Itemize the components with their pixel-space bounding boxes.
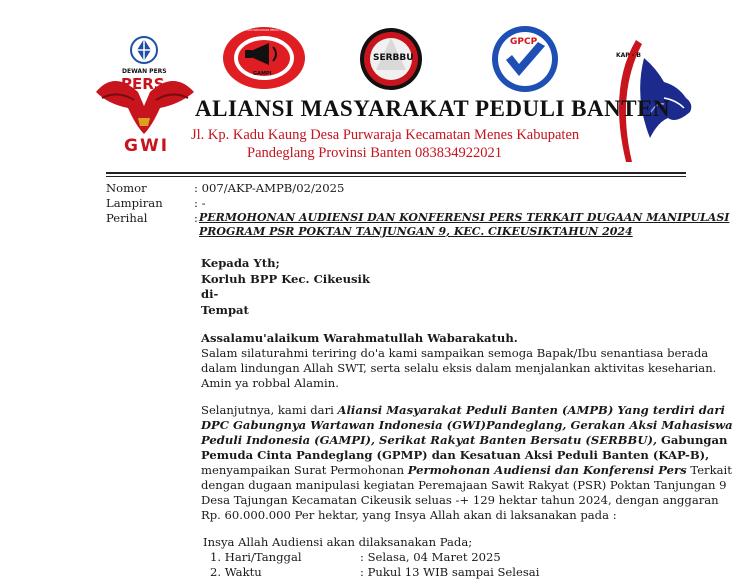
- perihal-label: Perihal: [106, 211, 148, 225]
- item1-label: 1. Hari/Tanggal: [210, 550, 302, 564]
- logo-serbbu: [358, 26, 424, 92]
- lampiran-value: : -: [194, 196, 206, 210]
- gampi-emblem-icon: [221, 25, 307, 91]
- item2-label: 2. Waktu: [210, 565, 262, 579]
- logo-dewan-pers-gwi: [94, 30, 196, 158]
- paragraph2-menyampaikan: menyampaikan Surat Permohonan: [201, 463, 408, 477]
- paragraph2-line6: dengan dugaan manipulasi kegiatan Peremajaan Sawit Rakyat (PSR) Poktan Tanjungan 9: [201, 478, 727, 492]
- paragraph2-line4: Pemuda Cinta Pandeglang (GPMP) dan Kesatuan Aksi Peduli Banten (KAP-B),: [201, 448, 710, 462]
- logo-dewan-pers-text: DEWAN PERS: [122, 68, 167, 75]
- logo-gampi-text: GAMPI: [253, 71, 272, 77]
- perihal-line1: PERMOHONAN AUDIENSI DAN KONFERENSI PERS TERKAIT DUGAAN MANIPULASI: [199, 211, 730, 224]
- paragraph2-line2: DPC Gabungnya Wartawan Indonesia (GWI)Pandeglang, Gerakan Aksi Mahasiswa: [201, 418, 733, 432]
- paragraph2-line7: Desa Tajungan Kecamatan Cikeusik seluas -+ 129 hektar tahun 2024, dengan anggaran: [201, 493, 719, 507]
- paragraph2-gampi-serbbu: Peduli Indonesia (GAMPI), Serikat Rakyat Banten Bersatu (SERBBU),: [201, 433, 657, 447]
- logo-serbbu-text: SERBBU: [373, 53, 414, 63]
- logo-gpcp: [490, 24, 560, 94]
- letterhead-address-line1: Jl. Kp. Kadu Kaung Desa Purwaraja Kecamatan Menes Kabupaten: [191, 127, 580, 143]
- logo-gampi-ring-text: GERAKAN AKSI MAHASISWA PEDULI INDONESIA: [233, 29, 295, 32]
- paragraph2-terkait: Terkait: [686, 463, 732, 477]
- recipient-kepada: Kepada Yth;: [201, 256, 280, 270]
- recipient-name: Korluh BPP Kec. Cikeusik: [201, 272, 370, 286]
- paragraph2-gabungan: Gabungan: [656, 433, 728, 447]
- paragraph1-line1: Salam silaturahmi teriring do'a kami sampaikan semoga Bapak/Ibu senantiasa berada: [201, 346, 709, 360]
- paragraph2-line5: [201, 463, 732, 477]
- logo-pers-text: PERS: [121, 75, 165, 93]
- gpcp-emblem-icon: [490, 24, 560, 94]
- logo-gampi: [221, 25, 307, 91]
- salam: Assalamu'alaikum Warahmatullah Wabarakatuh.: [201, 331, 518, 345]
- logo-kapb-text: KAP - B: [616, 52, 641, 59]
- recipient-di: di-: [201, 287, 219, 301]
- item1-value: : Selasa, 04 Maret 2025: [360, 550, 501, 564]
- paragraph2-line1: [201, 403, 725, 417]
- paragraph2-line8: Rp. 60.000.000 Per hektar, yang Insya Allah akan di laksanakan pada :: [201, 508, 617, 522]
- nomor-label: Nomor: [106, 181, 147, 195]
- lampiran-label: Lampiran: [106, 196, 163, 210]
- paragraph1-line2: dalam lindungan Allah SWT, serta selalu eksis dalam menjalankan aktivitas keseharian.: [201, 361, 717, 375]
- recipient-tempat: Tempat: [201, 303, 249, 317]
- letterhead-divider-thick: [106, 172, 686, 174]
- paragraph2-intro: Selanjutnya, kami dari: [201, 403, 338, 417]
- letterhead-title: ALIANSI MASYARAKAT PEDULI BANTEN: [195, 96, 671, 121]
- perihal-line2: PROGRAM PSR POKTAN TANJUNGAN 9, KEC. CIKEUSIKTAHUN 2024: [199, 225, 633, 238]
- letterhead-address-line2: Pandeglang Provinsi Banten 083834922021: [247, 145, 502, 161]
- logo-gwi-text: GWI: [124, 136, 170, 156]
- item2-value: : Pukul 13 WIB sampai Selesai: [360, 565, 540, 579]
- nomor-value: : 007/AKP-AMPB/02/2025: [194, 181, 345, 195]
- paragraph1-line3: Amin ya robbal Alamin.: [201, 376, 339, 390]
- paragraph2-line3: [201, 433, 727, 447]
- paragraph2-permohonan: Permohonan Audiensi dan Konferensi Pers: [407, 463, 687, 477]
- letterhead-divider-thin: [106, 176, 686, 177]
- perihal-colon: :: [194, 211, 198, 225]
- paragraph2-ampb: Aliansi Masyarakat Peduli Banten (AMPB) Yang terdiri dari: [337, 403, 725, 417]
- logo-gpcp-text: GPCP: [510, 37, 538, 47]
- paragraph3: Insya Allah Audiensi akan dilaksanakan Pada;: [203, 535, 473, 549]
